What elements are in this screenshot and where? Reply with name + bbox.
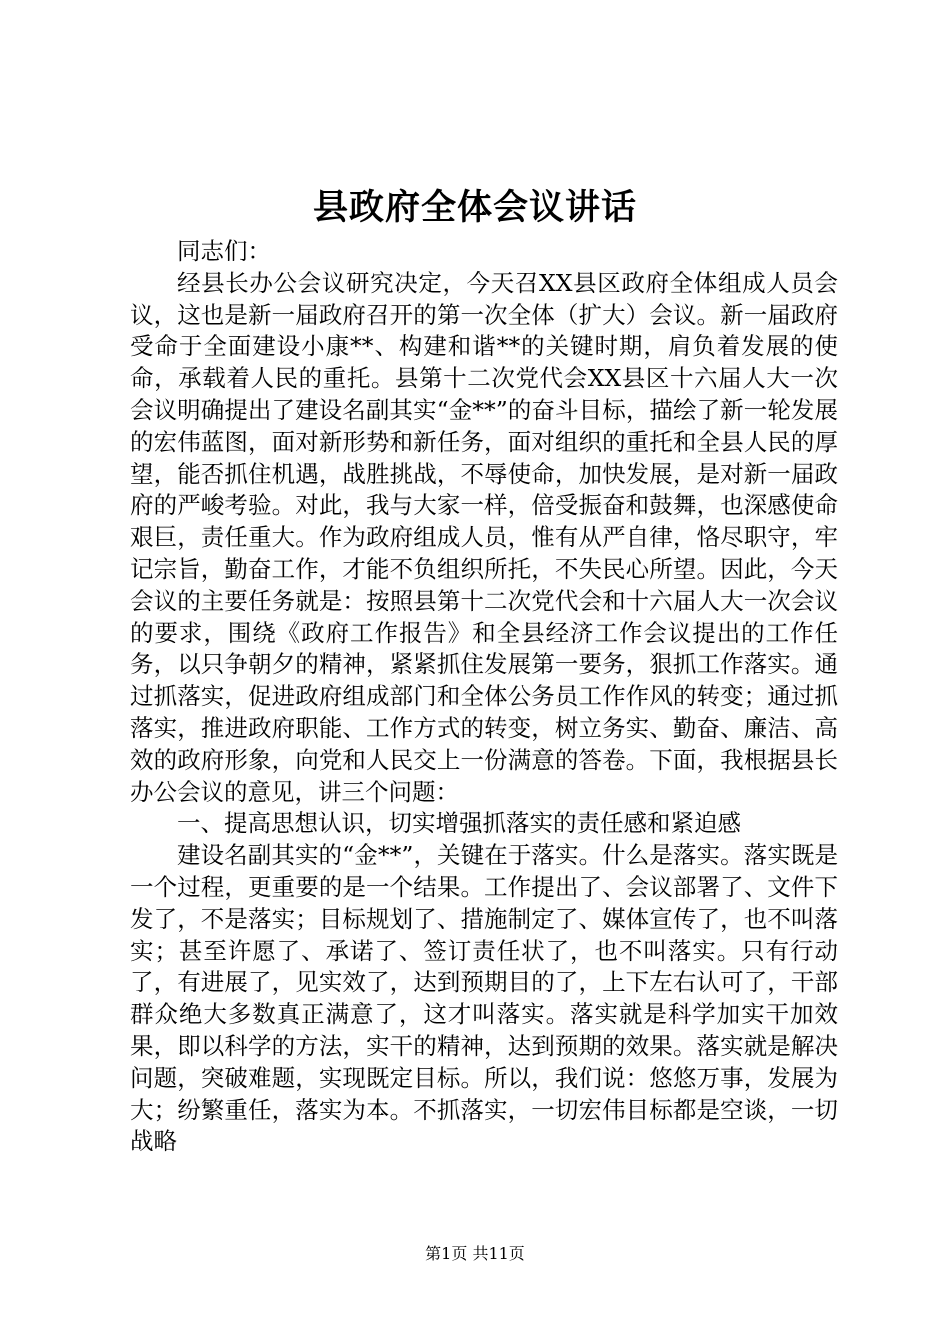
section-paragraph: 建设名副其实的“金**”，关键在于落实。什么是落实。落实既是一个过程，更重要的是一个结果。工作提出了、会议部署了、文件下发了，不是落实；目标规划了、措施制定了、媒体宣传了，也不叫落实；甚至许愿了、承诺了、签订责任状了，也不叫落实。只有行动了，有进展了，见实效了，达到预期目的了，上下左右认可了，干部群众绝大多数真正满意了，这才叫落实。落实就是科学加实干加效果，即以科学的方法，实干的精神，达到预期的效果。落实就是解决问题，突破难题，实现既定目标。所以，我们说：悠悠万事，发展为大；纷繁重任，落实为本。不抓落实，一切宏伟目标都是空谈，一切战略 — [130, 841, 838, 1156]
page-number: 第1页 共11页 — [425, 1244, 525, 1263]
section-heading: 一、提高思想认识，切实增强抓落实的责任感和紧迫感 — [177, 809, 741, 838]
salutation-paragraph: 同志们： — [177, 237, 271, 265]
document-body — [130, 236, 838, 1158]
intro-paragraph: 经县长办公会议研究决定，今天召XX县区政府全体组成人员会议，这也是新一届政府召开的第一次全体（扩大）会议。新一届政府受命于全面建设小康**、构建和谐**的关键时期，肩负着发展的使命，承载着人民的重托。县第十二次党代会XX县区十六届人大一次会议明确提出了建设名副其实“金**”的奋斗目标，描绘了新一轮发展的宏伟蓝图，面对新形势和新任务，面对组织的重托和全县人民的厚望，能否抓住机遇，战胜挑战，不辱使命，加快发展，是对新一届政府的严峻考验。对此，我与大家一样，倍受振奋和鼓舞，也深感使命艰巨，责任重大。作为政府组成人员，惟有从严自律，恪尽职守，牢记宗旨，勤奋工作，才能不负组织所托，不失民心所望。因此，今天会议的主要任务就是：按照县第十二次党代会和十六届人大一次会议的要求，围绕《政府工作报告》和全县经济工作会议提出的工作任务，以只争朝夕的精神，紧紧抓住发展第一要务，狠抓工作落实。通过抓落实，促进政府组成部门和全体公务员工作作风的转变；通过抓落实，推进政府职能、工作方式的转变，树立务实、勤奋、廉洁、高效的政府形象，向党和人民交上一份满意的答卷。下面，我根据县长办公会议的意见，讲三个问题： — [130, 268, 838, 806]
document-title: 县政府全体会议讲话 — [312, 187, 637, 228]
